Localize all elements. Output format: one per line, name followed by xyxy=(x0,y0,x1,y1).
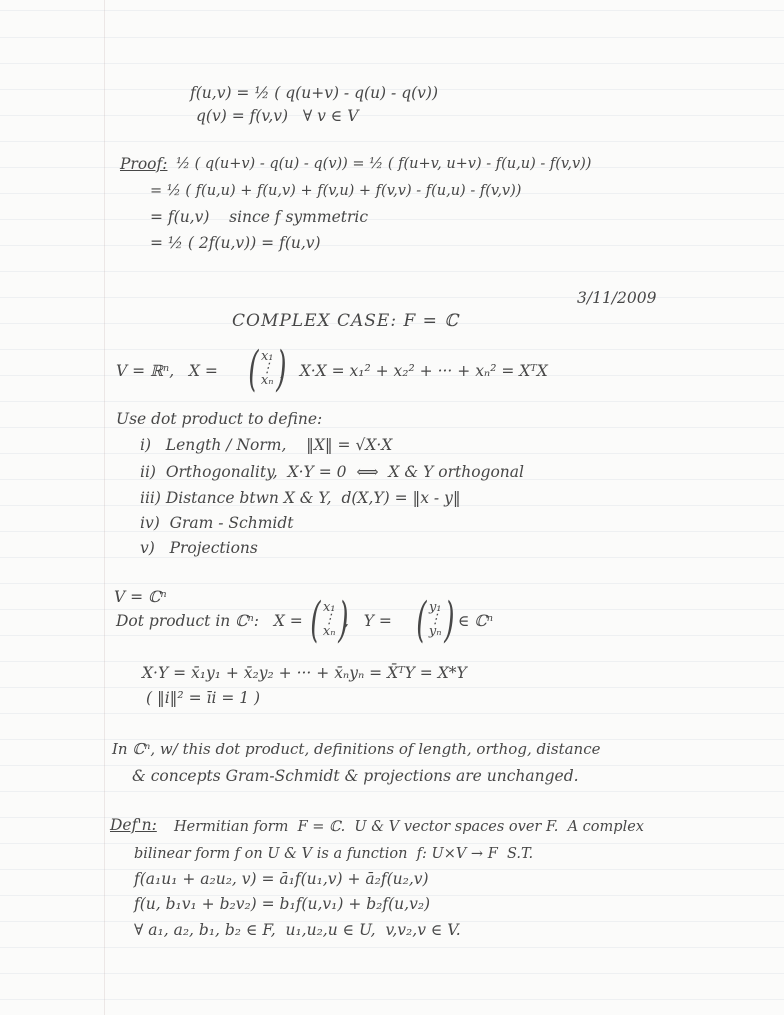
left-paren: ( xyxy=(248,341,259,397)
vector-entry: yₙ xyxy=(428,624,442,639)
proof-line-4: = ½ ( 2f(u,v)) = f(u,v) xyxy=(150,234,321,252)
section-title: COMPLEX CASE: F = ℂ xyxy=(232,311,459,331)
formula-q-definition: q(v) = f(v,v) ∀ v ∈ V xyxy=(196,107,359,125)
complex-dot-product-formula: X·Y = x̄₁y₁ + x̄₂y₂ + ··· + x̄ₙyₙ = X̄ᵀY = X*Y xyxy=(142,664,467,682)
proof-line-1: ½ ( q(u+v) - q(u) - q(v)) = ½ ( f(u+v, u+v) - f(u,u) - f(v,v)) xyxy=(176,156,592,172)
proof-label: Proof: xyxy=(120,155,168,173)
definition-line-4: f(u, b₁v₁ + b₂v₂) = b₁f(u,v₁) + b₂f(u,v₂) xyxy=(134,895,431,913)
y-complex-column-vector xyxy=(412,592,458,648)
vector-entry: y₁ xyxy=(428,600,442,615)
definition-label: Def'n: xyxy=(110,816,157,834)
right-paren: ) xyxy=(443,592,455,648)
definition-line-2: bilinear form f on U & V is a function f: U×V → F S.T. xyxy=(134,846,534,862)
left-paren: ( xyxy=(416,592,427,648)
y-vector-label: , Y = xyxy=(344,612,392,630)
definition-line-1: Hermitian form F = ℂ. U & V vector spaces over F. A complex xyxy=(174,819,644,835)
definition-line-5: ∀ a₁, a₂, b₁, b₂ ∈ F, u₁,u₂,u ∈ U, v,v₂,v ∈ V. xyxy=(134,921,461,939)
list-item-length: i) Length / Norm, ‖X‖ = √X·X xyxy=(140,436,393,454)
list-item-projections: v) Projections xyxy=(140,539,258,557)
vector-entry: x₁ xyxy=(322,600,336,615)
statement-line-2: & concepts Gram-Schmidt & projections are unchanged. xyxy=(132,767,579,785)
statement-line-1: In ℂⁿ, w/ this dot product, definitions of length, orthog, distance xyxy=(112,740,601,758)
vector-entry: ⋮ xyxy=(428,612,442,627)
real-space-definition: V = ℝⁿ, X = xyxy=(116,362,218,380)
vector-entry: xₙ xyxy=(322,624,336,639)
list-item-orthogonality: ii) Orthogonality, X·Y = 0 ⟺ X & Y orthogonal xyxy=(140,463,524,481)
vector-entry: xₙ xyxy=(260,373,274,388)
list-item-gram-schmidt: iv) Gram - Schmidt xyxy=(140,514,294,532)
formula-f-definition: f(u,v) = ½ ( q(u+v) - q(u) - q(v)) xyxy=(190,84,439,102)
list-item-distance: iii) Distance btwn X & Y, d(X,Y) = ‖x - y‖ xyxy=(140,489,461,507)
margin-line xyxy=(104,0,105,1015)
y-membership: ∈ ℂⁿ xyxy=(458,612,494,630)
real-dot-product-formula: , X·X = x₁² + x₂² + ··· + xₙ² = XᵀX xyxy=(280,362,548,380)
vector-entry: x₁ xyxy=(260,349,274,364)
right-paren: ) xyxy=(275,341,287,397)
vector-entry: ⋮ xyxy=(260,361,274,376)
left-paren: ( xyxy=(310,592,321,648)
uses-intro: Use dot product to define: xyxy=(116,410,323,428)
norm-note: ( ‖i‖² = īi = 1 ) xyxy=(146,689,261,707)
date: 3/11/2009 xyxy=(577,289,657,307)
vector-entry: ⋮ xyxy=(322,612,336,627)
complex-space-definition: V = ℂⁿ xyxy=(114,588,167,606)
right-paren: ) xyxy=(337,592,349,648)
proof-line-2: = ½ ( f(u,u) + f(u,v) + f(v,u) + f(v,v) - f(u,u) - f(v,v)) xyxy=(150,183,522,199)
proof-line-3: = f(u,v) since f symmetric xyxy=(150,208,369,226)
complex-dot-intro: Dot product in ℂⁿ: X = xyxy=(116,612,303,630)
definition-line-3: f(a₁u₁ + a₂u₂, v) = ā₁f(u₁,v) + ā₂f(u₂,v) xyxy=(134,870,429,888)
